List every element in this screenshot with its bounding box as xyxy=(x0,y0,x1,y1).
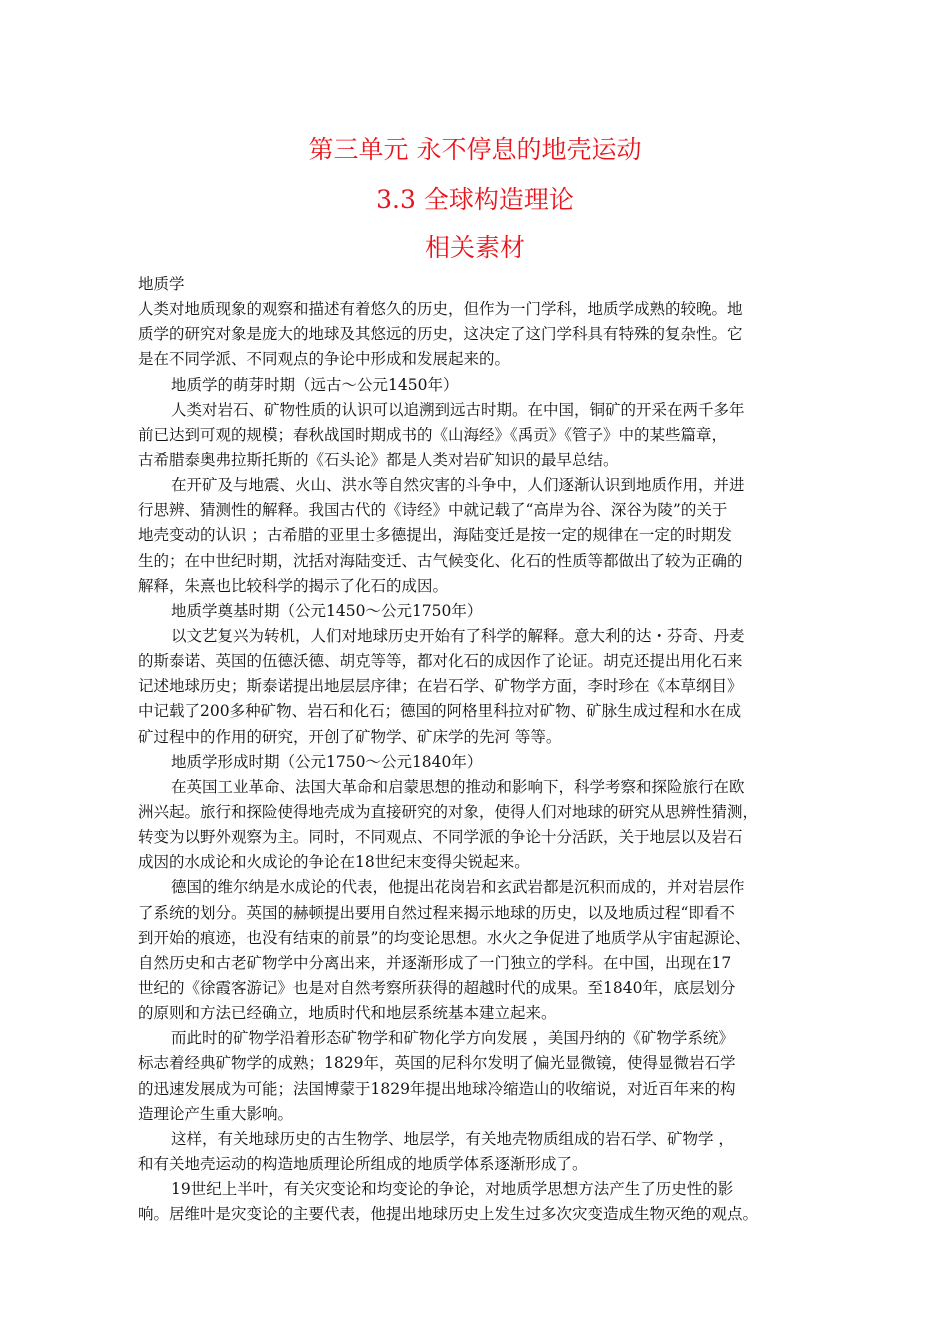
text-line: 地质学 xyxy=(138,275,185,293)
text-line: 人类对地质现象的观察和描述有着悠久的历史，但作为一门学科，地质学成熟的较晚。地 xyxy=(138,300,743,319)
text-line: 19世纪上半叶，有关灾变论和均变论的争论，对地质学思想方法产生了历史性的影 xyxy=(171,1180,734,1199)
text-line: 的斯泰诺、英国的伍德沃德、胡克等等，都对化石的成因作了论证。胡克还提出用化石来 xyxy=(138,652,743,671)
text-line: 而此时的矿物学沿着形态矿物学和矿物化学方向发展 ，美国丹纳的《矿物学系统》 xyxy=(171,1029,734,1048)
text-line: 造理论产生重大影响。 xyxy=(138,1104,294,1123)
text-line: 了系统的划分。英国的赫顿提出要用自然过程来揭示地球的历史，以及地质过程“即看不 xyxy=(138,903,735,922)
text-line: 这样，有关地球历史的古生物学、地层学，有关地壳物质组成的岩石学、矿物学 ， xyxy=(171,1129,734,1148)
text-line: 记述地球历史；斯泰诺提出地层层序律；在岩石学、矿物学方面，李时珍在《本草纲目》 xyxy=(138,677,743,696)
text-line: 行思辨、猜测性的解释。我国古代的《诗经》中就记载了“高岸为谷、深谷为陵”的关于 xyxy=(138,501,728,520)
text-line: 是在不同学派、不同观点的争论中形成和发展起来的。 xyxy=(138,350,511,369)
section-title: 3.3 全球构造理论 xyxy=(376,185,574,214)
text-line: 的迅速发展成为可能；法国博蒙于1829年提出地球冷缩造山的收缩说，对近百年来的构 xyxy=(138,1079,736,1098)
text-line: 的原则和方法已经确立，地质时代和地层系统基本建立起来。 xyxy=(138,1004,557,1023)
text-line: 矿过程中的作用的研究，开创了矿物学、矿床学的先河 等等。 xyxy=(138,727,562,746)
text-line: 标志着经典矿物学的成熟；1829年，英国的尼科尔发明了偏光显微镜，使得显微岩石学 xyxy=(138,1054,736,1073)
text-line: 转变为以野外观察为主。同时，不同观点、不同学派的争论十分活跃，关于地层以及岩石 xyxy=(138,828,743,847)
text-line: 自然历史和古老矿物学中分离出来，并逐渐形成了一门独立的学科。在中国，出现在17 xyxy=(138,953,732,972)
text-line: 到开始的痕迹，也没有结束的前景”的均变论思想。水火之争促进了地质学从宇宙起源论、 xyxy=(138,928,751,947)
text-line: 成因的水成论和火成论的争论在18世纪末变得尖锐起来。 xyxy=(138,853,530,872)
text-line: 地质学形成时期（公元1750～公元1840年） xyxy=(171,752,483,771)
material-title: 相关素材 xyxy=(424,233,525,262)
text-line: 响。居维叶是灾变论的主要代表，他提出地球历史上发生过多次灾变造成生物灭绝的观点。 xyxy=(138,1205,759,1224)
body-text xyxy=(138,272,828,1227)
unit-title: 第三单元 永不停息的地壳运动 xyxy=(308,135,642,164)
text-line: 地壳变动的认识 ；古希腊的亚里士多德提出，海陆变迁是按一定的规律在一定的时期发 xyxy=(138,526,732,545)
text-line: 世纪的《徐霞客游记》也是对自然考察所获得的超越时代的成果。至1840年，底层划分 xyxy=(138,978,736,997)
text-line: 中记载了200多种矿物、岩石和化石；德国的阿格里科拉对矿物、矿脉生成过程和水在成 xyxy=(138,702,742,721)
text-line: 质学的研究对象是庞大的地球及其悠远的历史，这决定了这门学科具有特殊的复杂性。它 xyxy=(138,325,743,344)
text-line: 德国的维尔纳是水成论的代表，他提出花岗岩和玄武岩都是沉积而成的，并对岩层作 xyxy=(171,878,745,897)
text-line: 和有关地壳运动的构造地质理论所组成的地质学体系逐渐形成了。 xyxy=(138,1154,588,1173)
text-line: 地质学奠基时期（公元1450～公元1750年） xyxy=(171,601,483,620)
text-line: 古希腊泰奥弗拉斯托斯的《石头论》都是人类对岩矿知识的最早总结。 xyxy=(138,450,619,469)
text-line: 人类对岩石、矿物性质的认识可以追溯到远古时期。在中国，铜矿的开采在两千多年 xyxy=(171,400,745,419)
text-line: 在英国工业革命、法国大革命和启蒙思想的推动和影响下，科学考察和探险旅行在欧 xyxy=(171,777,745,796)
text-line: 地质学的萌芽时期（远古～公元1450年） xyxy=(171,375,459,394)
text-line: 洲兴起。旅行和探险使得地壳成为直接研究的对象，使得人们对地球的研究从思辨性猜测， xyxy=(138,802,759,821)
text-line: 前已达到可观的规模；春秋战国时期成书的《山海经》《禹贡》《管子》中的某些篇章， xyxy=(138,425,728,444)
text-line: 生的；在中世纪时期，沈括对海陆变迁、古气候变化、化石的性质等都做出了较为正确的 xyxy=(138,551,743,570)
text-line: 解释，朱熹也比较科学的揭示了化石的成因。 xyxy=(138,576,449,595)
text-line: 以文艺复兴为转机，人们对地球历史开始有了科学的解释。意大利的达・芬奇、丹麦 xyxy=(171,626,745,645)
text-line: 在开矿及与地震、火山、洪水等自然灾害的斗争中，人们逐渐认识到地质作用，并进 xyxy=(171,476,745,495)
